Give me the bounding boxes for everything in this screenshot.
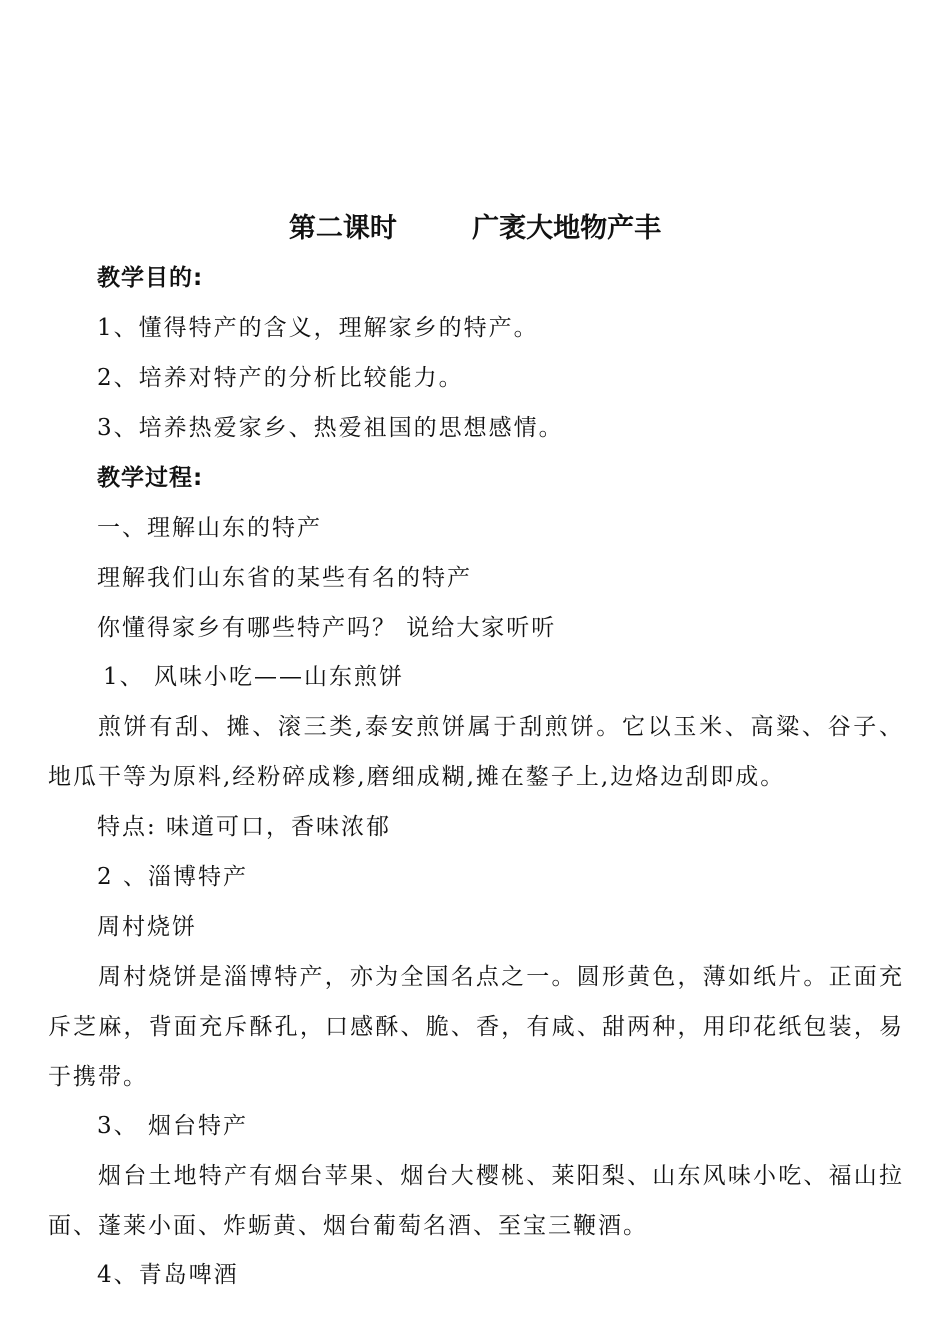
objective-item: 3、培养热爱家乡、热爱祖国的思想感情。 (97, 415, 564, 441)
page-title: 第二课时 广袤大地物产丰 (288, 213, 662, 244)
item-description: 周村烧饼是淄博特产，亦为全国名点之一。圆形黄色，薄如纸片。正面充斥芝麻，背面充斥酥孔，口感酥、脆、香，有咸、甜两种，用印花纸包装，易于携带。 (48, 964, 904, 1090)
item-feature: 特点: 味道可口，香味浓郁 (97, 814, 392, 840)
section-title: 一、理解山东的特产 (97, 515, 322, 541)
process-heading: 教学过程: (97, 465, 204, 491)
item-description: 烟台土地特产有烟台苹果、烟台大樱桃、莱阳梨、山东风味小吃、福山拉面、蓬莱小面、炸蛎黄、烟台葡萄名酒、至宝三鞭酒。 (48, 1163, 904, 1239)
item-title: 4、青岛啤酒 (97, 1262, 239, 1288)
objective-item: 1、懂得特产的含义，理解家乡的特产。 (97, 315, 539, 341)
item-description: 煎饼有刮、摊、滚三类,泰安煎饼属于刮煎饼。它以玉米、高粱、谷子、地瓜干等为原料,经粉碎成糁,磨细成糊,摊在鏊子上,边烙边刮即成。 (48, 714, 904, 790)
section-intro: 理解我们山东省的某些有名的特产 (97, 565, 472, 591)
item-title: 1、 风味小吃——山东煎饼 (103, 664, 404, 690)
item-subtitle: 周村烧饼 (97, 914, 197, 940)
objective-item: 2、培养对特产的分析比较能力。 (97, 365, 464, 391)
objectives-heading: 教学目的: (97, 265, 204, 291)
item-title: 2 、淄博特产 (97, 864, 248, 890)
item-title: 3、 烟台特产 (97, 1113, 248, 1139)
section-question: 你懂得家乡有哪些特产吗？ 说给大家听听 (97, 615, 557, 641)
